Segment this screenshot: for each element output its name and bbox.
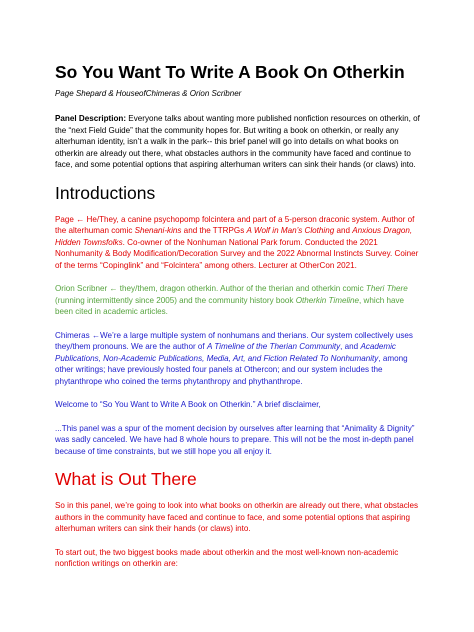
intro-orion-text-1: Orion Scribner ← they/them, dragon otherkin. Author of the therian and otherkin comic bbox=[55, 284, 366, 294]
authors-line: Page Shepard & HouseofChimeras & Orion Scribner bbox=[55, 89, 242, 98]
disclaimer-paragraph: ...This panel was a spur of the moment decision by ourselves after learning that “Animality & Dignity” was sadly canceled. We have had 8 whole hours to prepare. This will not be the most in-depth panel because of time constraints, but we still hope you all enjoy it. bbox=[55, 423, 415, 456]
intro-orion-text-3: , which have been cited in academic articles. bbox=[55, 295, 405, 317]
intro-orion-text-2: (running intermittently since 2005) and the community history book bbox=[55, 295, 296, 305]
intro-page-text-3: and bbox=[334, 226, 353, 236]
intro-chimeras-text-2: , and bbox=[340, 342, 361, 352]
welcome-paragraph: Welcome to “So You Want to Write A Book on Otherkin.” A brief disclaimer, bbox=[55, 400, 321, 410]
introductions-heading: Introductions bbox=[55, 182, 156, 203]
intro-page-text-1: Page ← He/They, a canine psychopomp folcintera and part of a 5-person draconic system. Author of the alterhuman comic bbox=[55, 214, 415, 236]
document-title: So You Want To Write A Book On Otherkin bbox=[55, 62, 405, 82]
intro-chimeras-text-1: Chimeras ←We’re a large multiple system of nonhumans and therians. Our system collectively uses they/them pronouns. We are the author of bbox=[55, 330, 413, 352]
intro-page-italic-1: Shenani-kins bbox=[134, 226, 182, 236]
intro-chimeras-italic-1: A Timeline of the Therian Community bbox=[206, 342, 341, 352]
out-there-paragraph-2: To start out, the two biggest books made about otherkin and the most well-known non-academic nonfiction writings on otherkin are: bbox=[55, 547, 399, 568]
intro-page-italic-2: A Wolf in Man’s Clothing bbox=[246, 226, 335, 236]
intro-orion-italic-1: Theri There bbox=[365, 284, 408, 294]
out-there-paragraph-1: So in this panel, we’re going to look into what books on otherkin are already out there, what obstacles authors in the community have faced and continue to face, and some potential options that aspiring alterhuman writers can sink their hands (or claws) into. bbox=[55, 501, 419, 534]
intro-orion-italic-2: Otherkin Timeline bbox=[295, 295, 360, 305]
intro-page-italic-3: Anxious Dragon, Hidden Townsfolks bbox=[55, 226, 413, 247]
intro-page-text-4: . Co-owner of the Nonhuman National Park forum. Conducted the 2021 Nonhumanity & Body Modification/Decoration Survey and the 2022 Abnormal Instincts Survey. Coiner of the terms “Copinglink” and “Folcintera” among others. Lecturer at OtherCon 2021. bbox=[55, 237, 419, 270]
panel-description-label: Panel Description: bbox=[55, 114, 127, 124]
intro-orion bbox=[55, 283, 424, 317]
panel-description bbox=[55, 113, 424, 170]
intro-chimeras-text-3: , among other writings; have previously hosted four panels at Othercon; and our system includes the phytanthrope who coined the terms phytanthropy and phythanthrope. bbox=[55, 353, 408, 386]
intro-page bbox=[55, 214, 424, 271]
intro-chimeras bbox=[55, 330, 424, 387]
what-is-out-there-heading: What is Out There bbox=[55, 469, 197, 490]
panel-description-text: Everyone talks about wanting more published nonfiction resources on otherkin, of the “next Field Guide” that the community hopes for. But writing a book on otherkin, or really any alterhuman identity, isn’t a walk in the park-- this brief panel will go into details on what books on otherkin are already out there, what obstacles authors in the community have faced and continue to face, and some potential options that aspiring alterhuman writers can sink their hands (or claws) into. bbox=[55, 114, 420, 170]
intro-chimeras-italic-2: Academic Publications, Non-Academic Publications, Media, Art, and Fiction Related To Nonhumanity bbox=[55, 342, 396, 363]
intro-page-text-2: and the TTRPGs bbox=[181, 226, 247, 236]
